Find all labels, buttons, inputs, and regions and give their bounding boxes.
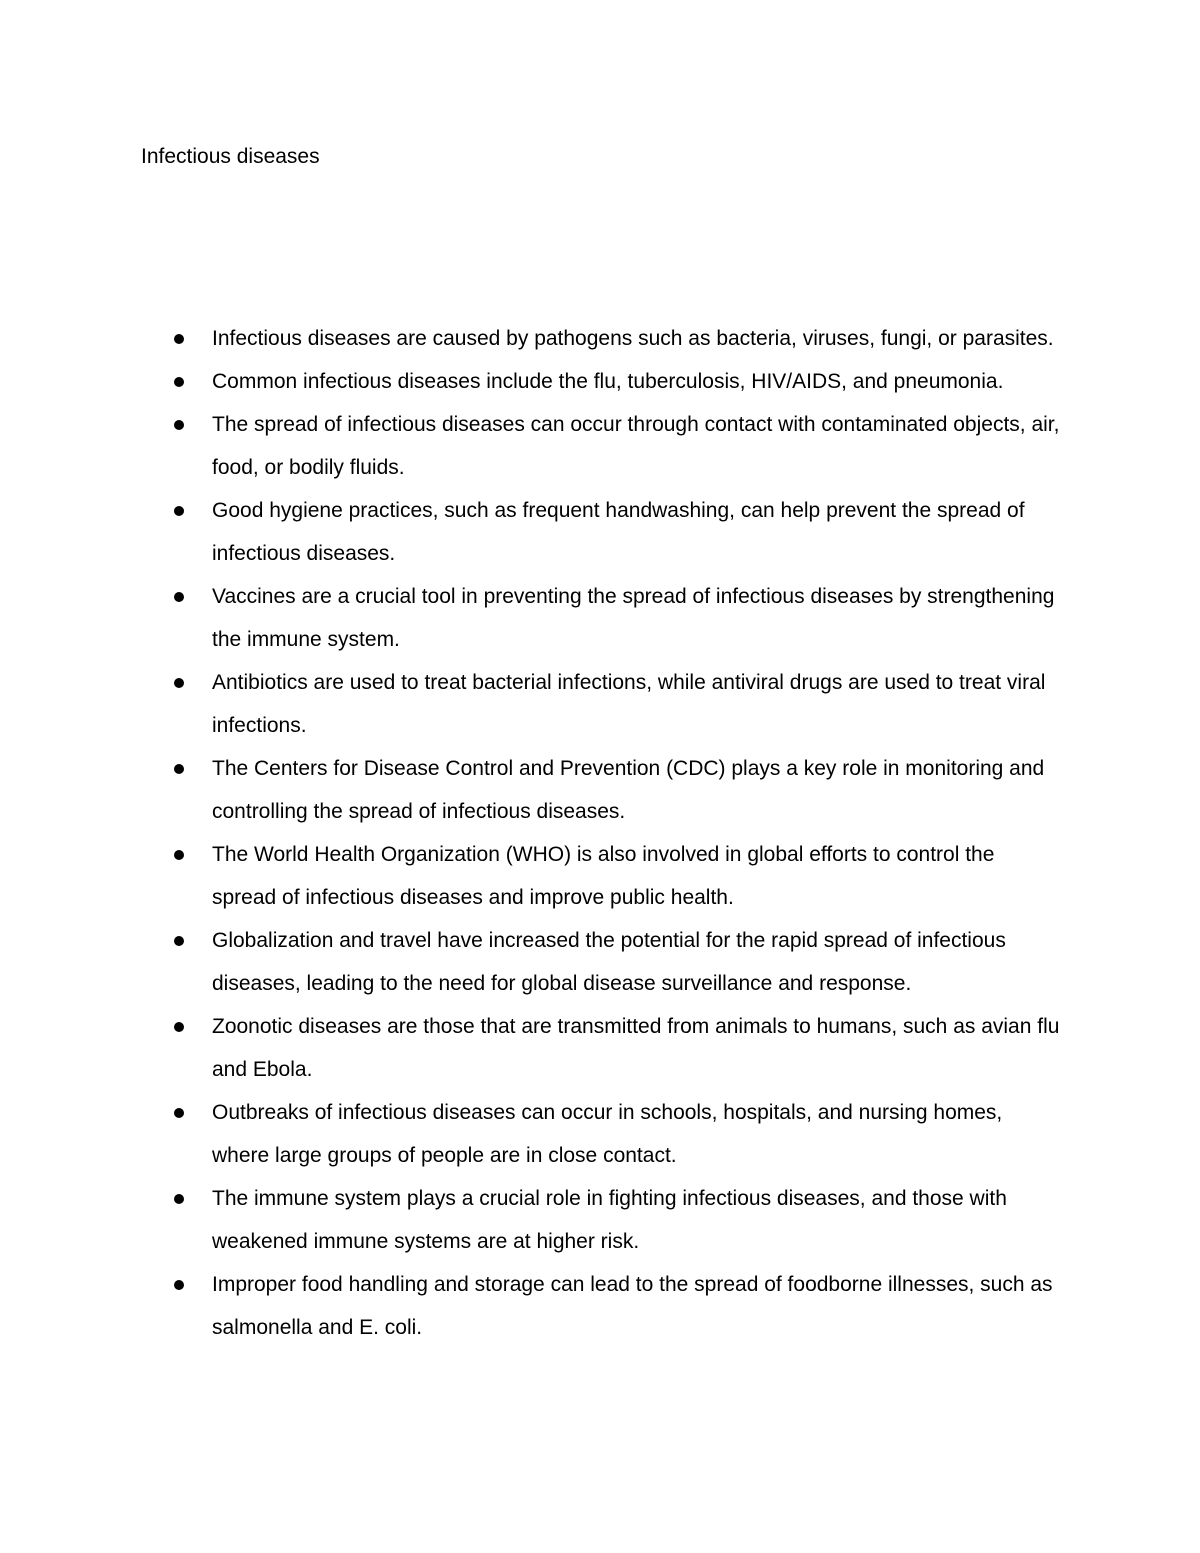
list-item-text: Outbreaks of infectious diseases can occur in schools, hospitals, and nursing homes, where large groups of people are in close contact. — [212, 1101, 1003, 1167]
list-item-text: Common infectious diseases include the flu, tuberculosis, HIV/AIDS, and pneumonia. — [212, 370, 1004, 393]
bullet-icon — [174, 678, 184, 688]
bullet-icon — [174, 377, 184, 387]
list-item — [0, 1091, 1062, 1177]
list-item-text: Good hygiene practices, such as frequent handwashing, can help prevent the spread of infectious diseases. — [212, 499, 1025, 565]
bullet-icon — [174, 936, 184, 946]
bullet-icon — [174, 1280, 184, 1290]
bullet-icon — [174, 334, 184, 344]
list-item-text: Infectious diseases are caused by pathogens such as bacteria, viruses, fungi, or parasites. — [212, 327, 1054, 350]
list-item — [0, 489, 1062, 575]
list-item-text: The World Health Organization (WHO) is also involved in global efforts to control the spread of infectious diseases and improve public health. — [212, 843, 995, 909]
list-item-text: Zoonotic diseases are those that are transmitted from animals to humans, such as avian flu and Ebola. — [212, 1015, 1060, 1081]
bullet-icon — [174, 1022, 184, 1032]
bullet-icon — [174, 1194, 184, 1204]
bullet-icon — [174, 420, 184, 430]
list-item — [0, 575, 1062, 661]
bullet-list — [0, 317, 1200, 1349]
bullet-icon — [174, 1108, 184, 1118]
list-item — [0, 1177, 1062, 1263]
bullet-icon — [174, 592, 184, 602]
bullet-icon — [174, 506, 184, 516]
list-item — [0, 403, 1062, 489]
list-item — [0, 747, 1062, 833]
list-item — [0, 1263, 1062, 1349]
bullet-icon — [174, 850, 184, 860]
list-item — [0, 360, 1062, 403]
list-item — [0, 1005, 1062, 1091]
list-item — [0, 317, 1062, 360]
list-item — [0, 919, 1062, 1005]
list-item-text: Antibiotics are used to treat bacterial infections, while antiviral drugs are used to treat viral infections. — [212, 671, 1046, 737]
bullet-icon — [174, 764, 184, 774]
list-item-text: Vaccines are a crucial tool in preventing the spread of infectious diseases by strengthening the immune system. — [212, 585, 1055, 651]
list-item-text: Globalization and travel have increased the potential for the rapid spread of infectious diseases, leading to the need for global disease surveillance and response. — [212, 929, 1006, 995]
list-item — [0, 833, 1062, 919]
list-item-text: Improper food handling and storage can lead to the spread of foodborne illnesses, such as salmonella and E. coli. — [212, 1273, 1053, 1339]
list-item-text: The immune system plays a crucial role in fighting infectious diseases, and those with weakened immune systems are at higher risk. — [212, 1187, 1007, 1253]
page-title: Infectious diseases — [141, 145, 320, 168]
list-item-text: The Centers for Disease Control and Prevention (CDC) plays a key role in monitoring and controlling the spread of infectious diseases. — [212, 757, 1045, 823]
list-item-text: The spread of infectious diseases can occur through contact with contaminated objects, air, food, or bodily fluids. — [212, 413, 1060, 479]
list-item — [0, 661, 1062, 747]
